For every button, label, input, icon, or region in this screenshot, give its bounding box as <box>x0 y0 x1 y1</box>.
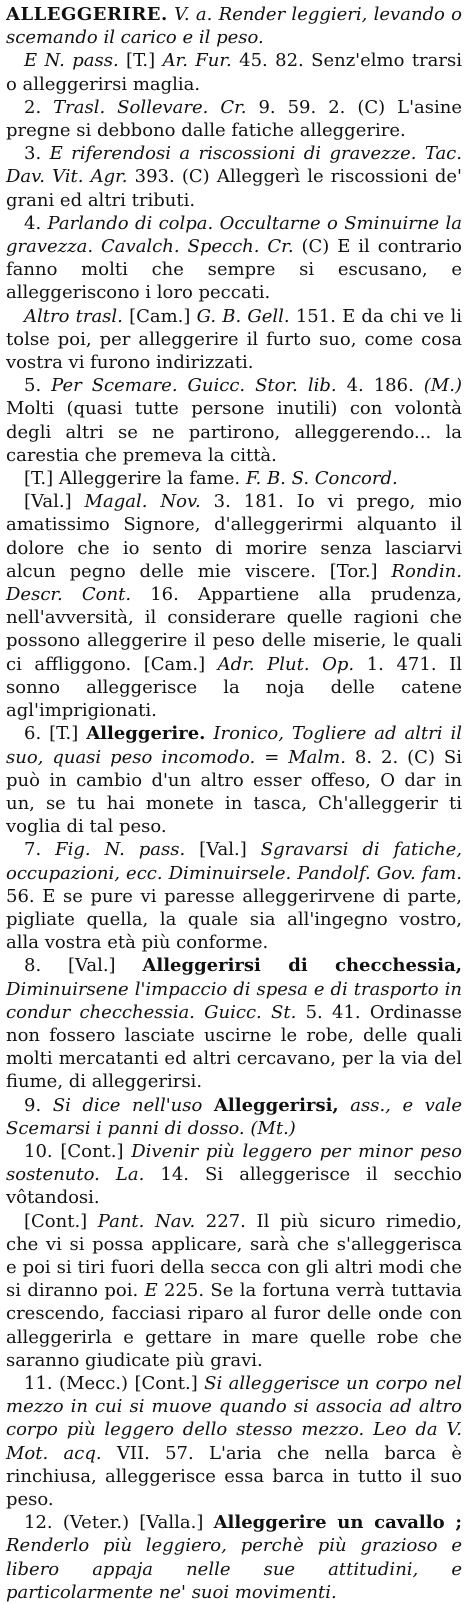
text-segment: 56. E se pure vi paresse alleggerirvene di parte, pigliate quella, la quale sia all'ingegno vostro, alla vostra età più conforme. <box>6 885 462 954</box>
text-segment: Renderlo più leggiero, perchè più grazioso e libero appaja nelle sue attitudini, e particolarmente ne' suoi movimenti. <box>6 1535 462 1603</box>
sense-paragraph <box>6 96 462 142</box>
text-segment: Alleggerirsi di checchessia, <box>142 955 462 977</box>
text-segment: Adr. Plut. Op. <box>217 653 355 675</box>
sense-paragraph <box>6 838 462 954</box>
text-segment: ass., e vale Scemarsi i panni di dosso. (Mt.) <box>6 1094 462 1139</box>
text-segment: 225. Se la fortuna verrà tuttavia crescendo, facciasi riparo al furor delle onde con alleggerirla e gettare in mare quelle robe che saranno giudicate più gravi. <box>6 1280 462 1371</box>
text-segment: [T.] <box>118 50 163 72</box>
text-segment: 6. [T.] <box>24 723 87 745</box>
text-segment: (M.) <box>423 375 462 397</box>
text-segment: ALLEGGERIRE. <box>6 4 168 25</box>
text-segment: Rondin. Descr. Cont. <box>6 560 462 606</box>
text-segment: [Cont.] <box>24 1210 98 1232</box>
text-segment: Ar. Fur. <box>162 50 232 72</box>
text-segment: 2. <box>24 96 54 118</box>
sense-paragraph <box>6 374 462 467</box>
text-segment: E N. pass. <box>24 50 119 72</box>
text-segment: 9. <box>24 1094 53 1116</box>
text-segment: 5. 41. Ordinasse non fossero lasciate uscirne le robe, delle quali molti mercatanti ed altri cercavano, per la via del fiume, di alleggerirsi. <box>6 1001 462 1093</box>
text-segment: E riferendosi a riscossioni di gravezze. Tac. Dav. Vit. Agr. <box>6 143 462 188</box>
sense-paragraph <box>6 212 462 305</box>
text-segment: 8. [Val.] <box>24 955 143 977</box>
text-segment: 11. (Mecc.) [Cont.] <box>24 1372 205 1394</box>
text-segment <box>202 1095 214 1116</box>
sense-paragraph <box>6 490 462 722</box>
text-segment: 12. (Veter.) [Valla.] <box>24 1512 214 1534</box>
text-segment: VII. 57. L'aria che nella barca è rinchiusa, alleggerisce essa barca in tutto il suo peso. <box>6 1442 462 1510</box>
text-segment: 3. <box>24 143 50 165</box>
sense-paragraph <box>6 1372 462 1511</box>
text-segment: 14. Si alleggerisce il secchio vôtandosi. <box>6 1164 462 1209</box>
sense-paragraph <box>6 954 462 1093</box>
text-segment: Ironico, Togliere ad altri il suo, quasi peso incomodo. = Malm. <box>6 723 462 768</box>
sense-paragraph <box>6 1210 462 1372</box>
text-segment: Sgravarsi di fatiche, occupazioni, ecc. Diminuirsele. Pandolf. Gov. fam. <box>6 839 463 884</box>
text-segment: 5. <box>24 375 52 397</box>
text-segment: 4. 186. <box>336 375 424 397</box>
text-segment: 4. <box>24 212 48 234</box>
text-segment: Diminuirsene l'impaccio di spesa e di trasporto in condur checchessia. Guicc. St. <box>6 978 462 1023</box>
sense-paragraph <box>6 1094 462 1140</box>
text-segment: 8. 2. (C) Si può in cambio d'un altro esser offeso, O dar in un, se tu hai monete in tasca, Ch'alleggerir ti voglia di tal peso. <box>6 746 462 838</box>
sense-paragraph <box>6 305 462 375</box>
text-segment: (C) E il contrario fanno molti che sempre si escusano, e alleggeriscono i loro peccati. <box>6 236 462 304</box>
text-segment: E <box>144 1280 158 1302</box>
text-segment: 151. E da chi ve li tolse poi, per alleggerire il furto suo, come cosa vostra vi furono indirizzati. <box>6 305 462 374</box>
text-segment: Divenir più leggero per minor peso sostenuto. La. <box>6 1140 462 1186</box>
entry-headword-paragraph <box>6 3 462 49</box>
text-segment: 7. <box>24 839 56 861</box>
text-segment: Si alleggerisce un corpo nel mezzo in cui si muove quando si associa ad altro corpo più leggero dello stesso mezzo. Leo da V. Mot. acq. <box>6 1372 462 1464</box>
sense-paragraph <box>6 1140 462 1210</box>
text-segment: [Val.] <box>24 491 85 513</box>
text-segment: 3. 181. Io vi prego, mio amatissimo Signore, d'alleggerirmi alquanto il dolore che io sento di morire senza lasciarvi alcun pegno delle mie viscere. [Tor.] <box>6 491 463 582</box>
text-segment: Per Scemare. Guicc. Stor. lib. <box>51 375 337 397</box>
text-segment: Magal. Nov. <box>84 491 201 513</box>
text-segment: 9. 59. 2. (C) L'asine pregne si debbono dalle fatiche alleggerire. <box>6 96 462 142</box>
text-segment: 16. Appartiene alla prudenza, nell'avversità, il considerare quelle ragioni che possono alleggerire il peso delle miserie, le quali ci affliggono. [Cam.] <box>6 584 462 675</box>
text-segment: [Cam.] <box>122 305 197 327</box>
text-segment: Trasl. Sollevare. Cr. <box>53 96 247 118</box>
text-segment: Si dice nell'uso <box>52 1094 203 1116</box>
text-segment: Alleggerire. <box>86 723 206 745</box>
text-segment: [T.] Alleggerire la fame. <box>24 468 246 490</box>
sense-paragraph <box>6 1511 462 1604</box>
text-segment <box>339 1095 351 1116</box>
text-segment: [Val.] <box>185 839 261 861</box>
text-segment: Fig. N. pass. <box>55 839 186 861</box>
text-segment: 10. [Cont.] <box>24 1140 132 1162</box>
sense-paragraph <box>6 142 462 212</box>
text-segment: Pant. Nav. <box>97 1210 196 1232</box>
sense-paragraph <box>6 467 462 490</box>
text-segment: 393. (C) Alleggerì le riscossioni de' grani ed altri tributi. <box>6 166 462 211</box>
text-segment: 1. 471. Il sonno alleggerisce la noja delle catene agl'imprigionati. <box>6 653 462 722</box>
text-segment: F. B. S. Concord. <box>245 468 398 490</box>
text-segment: Alleggerirsi, <box>213 1094 339 1116</box>
sense-paragraph <box>6 722 462 838</box>
text-segment: G. B. Gell. <box>196 305 290 327</box>
text-segment: 227. Il più sicuro rimedio, che vi si possa applicare, sarà che s'alleggerisca e poi si tiri fuori della secca con gli altri modi che si diranno poi. <box>6 1210 462 1302</box>
text-segment: Parlando di colpa. Occultarne o Sminuirne la gravezza. Cavalch. Specch. Cr. <box>6 212 462 258</box>
text-segment: V. a. Render leggieri, levando o scemando il carico e il peso. <box>6 4 462 49</box>
text-segment: Altro trasl. <box>24 305 123 327</box>
text-segment: Alleggerire un cavallo ; <box>213 1512 462 1534</box>
text-segment: 45. 82. Senz'elmo trarsi o alleggerirsi maglia. <box>6 50 462 95</box>
text-segment: Molti (quasi tutte persone inutili) con volontà degli altri se ne partirono, alleggerendo... la carestia che premeva la città. <box>6 398 462 466</box>
sense-paragraph <box>6 49 462 95</box>
